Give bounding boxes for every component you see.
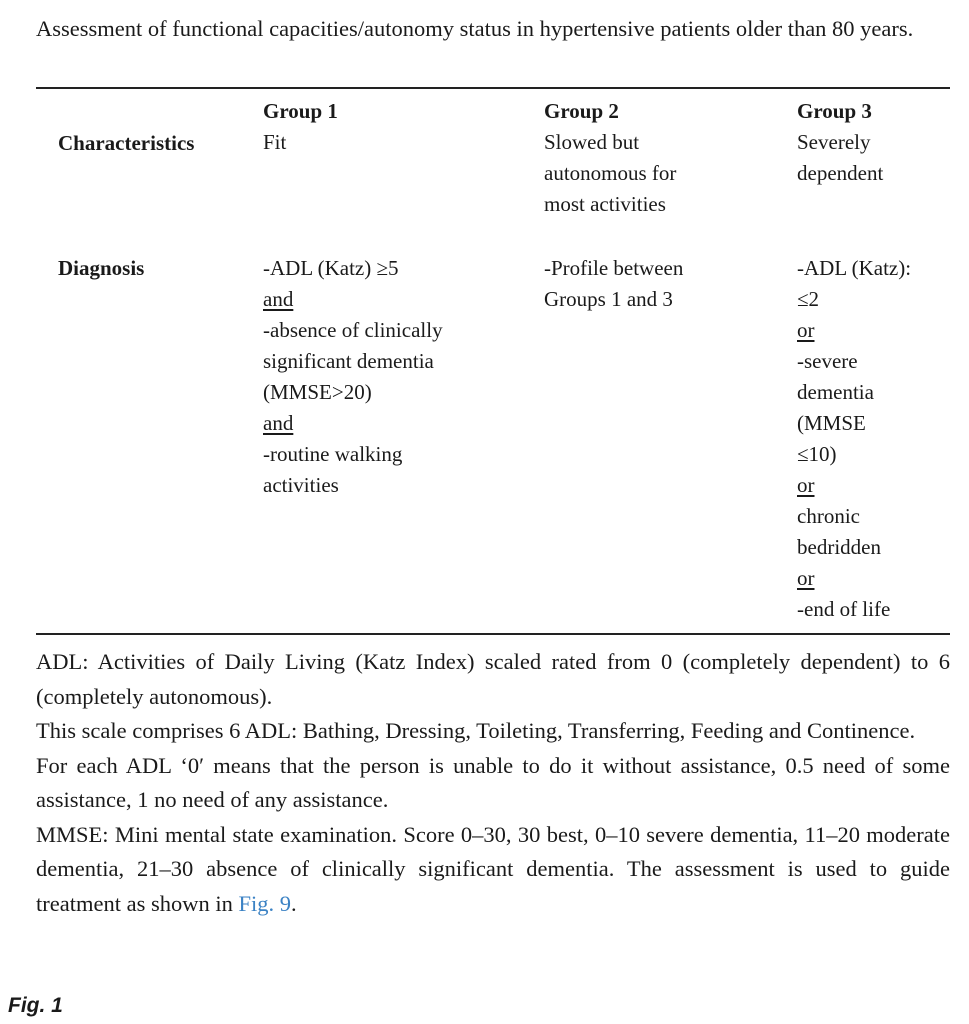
diagnosis-line: bedridden <box>797 535 881 559</box>
diagnosis-connector: and <box>263 287 294 311</box>
diagnosis-line: significant dementia <box>263 349 434 373</box>
group-1-characteristics: Fit <box>263 130 287 154</box>
diagnosis-line: -end of life <box>797 597 891 621</box>
footnote-mmse-text: MMSE: Mini mental state examination. Score 0–30, 30 best, 0–10 severe dementia, 11–20 moderate dementia, 21–30 absence of clinically significant dementia. The assessment is used to guide treatment as shown in <box>36 821 950 916</box>
diagnosis-line: dementia <box>797 380 874 404</box>
diagnosis-connector: and <box>263 411 294 435</box>
table-footnotes <box>36 645 950 921</box>
footnote-mmse-end: . <box>290 890 297 916</box>
figure-label: Fig. 1 <box>8 994 63 1017</box>
group-3-characteristics: Severely <box>797 130 871 154</box>
diagnosis-line: (MMSE <box>797 411 866 435</box>
row-label-diagnosis: Diagnosis <box>58 256 145 280</box>
row-label-characteristics: Characteristics <box>58 131 195 155</box>
footnote-scale: This scale comprises 6 ADL: Bathing, Dressing, Toileting, Transferring, Feeding and Continence. <box>36 718 916 743</box>
fig-9-link[interactable]: Fig. 9 <box>238 890 291 916</box>
diagnosis-line: -Profile between <box>544 256 684 280</box>
diagnosis-line: (MMSE>20) <box>263 380 372 404</box>
group-3-title: Group 3 <box>797 99 872 123</box>
diagnosis-line: ≤2 <box>797 287 820 311</box>
diagnosis-line: -ADL (Katz) ≥5 <box>263 256 399 280</box>
diagnosis-line: -severe <box>797 349 858 373</box>
diagnosis-connector: or <box>797 473 815 497</box>
group-3-characteristics: dependent <box>797 161 884 185</box>
group-3-header-cell <box>797 96 883 189</box>
bottom-rule <box>36 633 950 635</box>
diagnosis-connector: or <box>797 566 815 590</box>
group-2-characteristics: most activities <box>544 192 666 216</box>
group-2-diagnosis <box>544 253 683 315</box>
group-2-header-cell <box>544 96 676 220</box>
group-2-characteristics: Slowed but <box>544 130 640 154</box>
group-1-header-cell <box>263 96 338 158</box>
footnote-adl: ADL: Activities of Daily Living (Katz Index) scaled rated from 0 (completely dependent) to 6 (completely autonomous). <box>36 649 950 709</box>
group-2-title: Group 2 <box>544 99 619 123</box>
diagnosis-line: -routine walking <box>263 442 403 466</box>
diagnosis-line: -ADL (Katz): <box>797 256 912 280</box>
group-3-diagnosis <box>797 253 911 625</box>
group-1-title: Group 1 <box>263 99 338 123</box>
footnote-each: For each ADL ‘0′ means that the person is unable to do it without assistance, 0.5 need of some assistance, 1 no need of any assistance. <box>36 752 950 812</box>
diagnosis-line: ≤10) <box>797 442 837 466</box>
diagnosis-line: Groups 1 and 3 <box>544 287 673 311</box>
diagnosis-line: chronic <box>797 504 860 528</box>
diagnosis-line: -absence of clinically <box>263 318 443 342</box>
footnote-mmse <box>36 818 950 922</box>
diagnosis-line: activities <box>263 473 339 497</box>
diagnosis-connector: or <box>797 318 815 342</box>
group-1-diagnosis <box>263 253 443 501</box>
group-2-characteristics: autonomous for <box>544 161 677 185</box>
top-rule <box>36 87 950 89</box>
table-caption: Assessment of functional capacities/autonomy status in hypertensive patients older than 80 years. <box>36 16 914 41</box>
